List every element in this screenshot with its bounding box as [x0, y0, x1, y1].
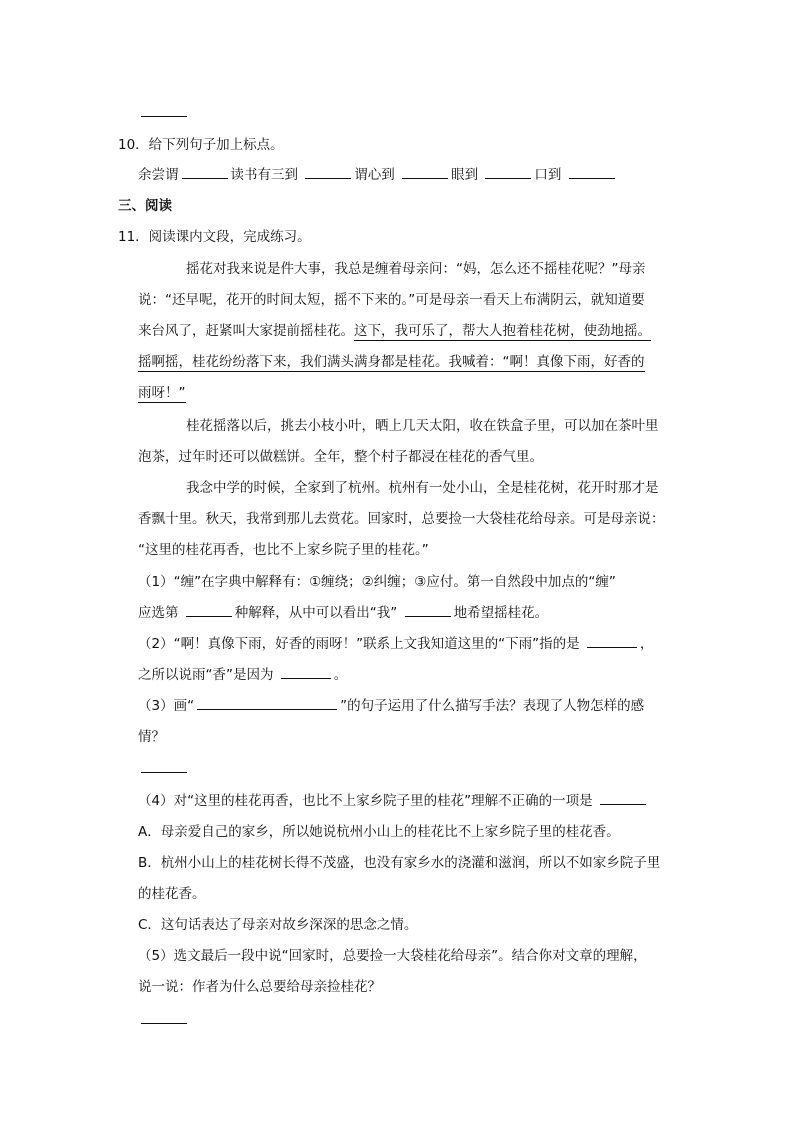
- subquestion-5-line2: 说一说：作者为什么总要给母亲捡桂花？: [138, 979, 381, 995]
- section-title: 三、阅读: [118, 198, 172, 214]
- text: 地希望摇桂花。: [453, 605, 549, 621]
- option-b-cont: 的桂花香。: [138, 886, 206, 902]
- underlined-sentence: 这下，我可乐了，帮大人抱着桂花树，使劲地摇。: [354, 323, 651, 339]
- text: （4）对“这里的桂花再香，也比不上家乡院子里的桂花”理解不正确的一项是: [138, 793, 593, 809]
- answer-line: [138, 1010, 190, 1030]
- passage-line: 桂花摇落以后，挑去小枝小叶，晒上几天太阳，收在铁盒子里，可以加在茶叶里: [186, 418, 659, 434]
- passage-line: [138, 352, 645, 372]
- passage-line: 摇花对我来说是件大事，我总是缠着母亲问：“妈，怎么还不摇桂花呢？”母亲: [186, 261, 646, 277]
- passage-line: 泡茶，过年时还可以做糕饼。全年，整个村子都浸在桂花的香气里。: [138, 449, 543, 465]
- punctuation-blank[interactable]: [485, 165, 531, 179]
- punctuation-blank[interactable]: [569, 165, 615, 179]
- text: 之所以说雨“香”是因为: [138, 667, 274, 683]
- answer-blank[interactable]: [186, 603, 232, 617]
- passage-text: 来台风了，赶紧叫大家提前摇桂花。: [138, 323, 354, 339]
- q10-part: 口到: [534, 167, 562, 183]
- q10-part: 谓心到: [354, 167, 395, 183]
- answer-blank[interactable]: [281, 665, 331, 679]
- punctuation-blank[interactable]: [182, 165, 228, 179]
- answer-line: [138, 759, 190, 779]
- option-b: B．杭州小山上的桂花树长得不茂盛，也没有家乡水的浇灌和滋润，所以不如家乡院子里: [138, 855, 661, 871]
- option-a: A．母亲爱自己的家乡，所以她说杭州小山上的桂花比不上家乡院子里的桂花香。: [138, 824, 620, 840]
- answer-blank[interactable]: [587, 634, 637, 648]
- subquestion-2-text: [138, 634, 653, 654]
- underlined-sentence: 摇啊摇，桂花纷纷落下来，我们满头满身都是桂花。我喊着：“啊！真像下雨，好香的: [138, 354, 645, 370]
- subquestion-4-text: [138, 791, 649, 811]
- answer-blank[interactable]: [141, 759, 187, 773]
- underline-sample: [197, 696, 337, 710]
- passage-line: 我念中学的时候，全家到了杭州。杭州有一处小山，全是桂花树，花开时那才是: [186, 480, 659, 496]
- answer-blank[interactable]: [405, 603, 451, 617]
- punctuation-blank[interactable]: [402, 165, 448, 179]
- passage-line: [138, 383, 186, 403]
- option-c: C．这句话表达了母亲对故乡深深的思念之情。: [138, 917, 418, 933]
- q10-part: 读书有三到: [230, 167, 298, 183]
- text: ，: [639, 636, 654, 652]
- subquestion-1-text: （1）“缠”在字典中解释有：①缠绕；②纠缠；③应付。第一自然段中加点的“缠”: [138, 574, 616, 590]
- q10-part: 余尝谓: [138, 167, 179, 183]
- answer-blank[interactable]: [141, 1010, 187, 1024]
- text: ”的句子运用了什么描写手法？表现了人物怎样的感: [340, 698, 645, 714]
- passage-line: [138, 321, 651, 341]
- text: （3）画“: [138, 698, 195, 714]
- passage-line: “这里的桂花再香，也比不上家乡院子里的桂花。”: [138, 542, 429, 558]
- q10-title: 10．给下列句子加上标点。: [118, 137, 284, 153]
- q11-title: 11．阅读课内文段，完成练习。: [118, 229, 311, 245]
- text: 种解释，从中可以看出“我”: [234, 605, 398, 621]
- passage-line: 香飘十里。秋天，我常到那儿去赏花。回家时，总要捡一大袋桂花给母亲。可是母亲说：: [138, 511, 665, 527]
- text: 应选第: [138, 605, 179, 621]
- text: （2）“啊！真像下雨，好香的雨呀！”联系上文我知道这里的“下雨”指的是: [138, 636, 580, 652]
- subquestion-3-line2: 情？: [138, 729, 165, 745]
- passage-line: 说：“还早呢，花开的时间太短，摇不下来的。”可是母亲一看天上布满阴云，就知道要: [138, 292, 645, 308]
- q10-sentence: [138, 165, 618, 185]
- subquestion-3-text: [138, 696, 644, 716]
- subquestion-2-line2: [138, 665, 347, 685]
- answer-blank[interactable]: [141, 103, 187, 117]
- subquestion-5-text: （5）选文最后一段中说“回家时，总要捡一大袋桂花给母亲”。结合你对文章的理解，: [138, 948, 647, 964]
- underlined-sentence: 雨呀！”: [138, 385, 186, 401]
- previous-answer-line: [138, 103, 190, 123]
- punctuation-blank[interactable]: [305, 165, 351, 179]
- text: 。: [333, 667, 348, 683]
- subquestion-1-line2: [138, 603, 548, 623]
- answer-blank[interactable]: [600, 791, 646, 805]
- q10-part: 眼到: [451, 167, 479, 183]
